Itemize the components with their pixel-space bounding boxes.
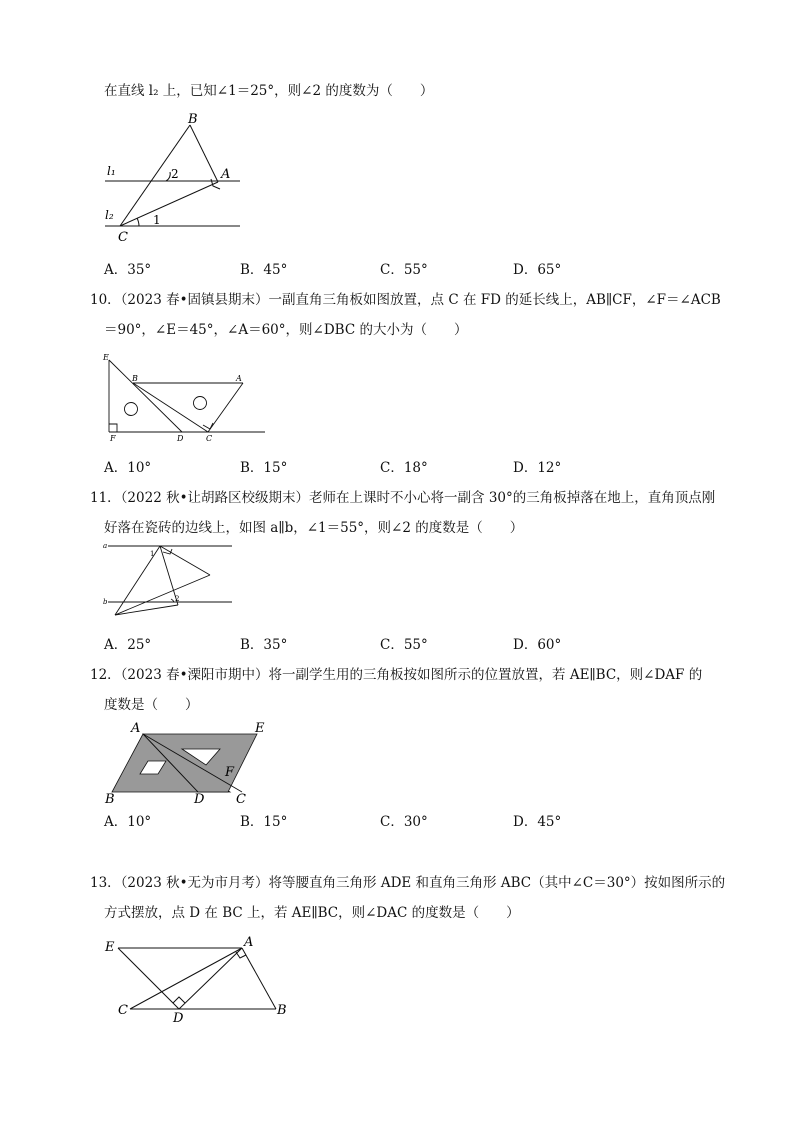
q11-stem-line1: 11．（2022 秋•让胡路区校级期末）老师在上课时不小心将一副含 30°的三角板掉落在地上，直角顶点刚 [90, 490, 716, 506]
q10-options [104, 456, 664, 476]
q9-angle-1-arc [137, 218, 139, 226]
q11-segment-5 [115, 605, 178, 615]
q9-option-d[interactable]: D．65° [513, 262, 562, 278]
q10-label-C: C [206, 434, 213, 443]
q13-stem-line2: 方式摆放，点 D 在 BC 上，若 AE∥BC，则∠DAC 的度数是（ ） [104, 905, 520, 921]
q10-hole-left [125, 403, 138, 416]
q10-stem-line1: 10．（2023 春•固镇县期末）一副直角三角板如图放置，点 C 在 FD 的延长线上，AB∥CF，∠F＝∠ACB [90, 292, 721, 308]
q13-segment-AC [130, 948, 242, 1009]
q9-stem-tail: 在直线 l₂ 上，已知∠1＝25°，则∠2 的度数为（ ） [104, 83, 434, 99]
q12-stem-line2: 度数是（ ） [104, 697, 199, 713]
q12-option-a[interactable]: A．10° [104, 814, 152, 830]
q12-label-B: B [105, 792, 115, 807]
q10-segment-ED [109, 360, 182, 432]
q10-label-F: F [110, 434, 116, 443]
q11-label-b: b [103, 598, 108, 606]
q11-angle-2-arc [171, 599, 174, 602]
q12-stem-line1: 12．（2023 春•溧阳市期中）将一副学生用的三角板按如图所示的位置放置，若 AE∥BC，则∠DAF 的 [90, 667, 703, 683]
q9-label-angle-2: 2 [171, 167, 179, 181]
q9-label-A: A [221, 167, 231, 182]
q10-option-c[interactable]: C．18° [380, 460, 428, 476]
q13-label-E: E [105, 940, 115, 955]
q11-option-c[interactable]: C．55° [380, 637, 428, 653]
q10-option-a[interactable]: A．10° [104, 460, 152, 476]
q10-figure [100, 352, 270, 444]
q10-right-angle-F [109, 424, 117, 432]
q13-stem-line1: 13．（2023 秋•无为市月考）将等腰直角三角形 ADE 和直角三角形 ABC（其中∠C＝30°）按如图所示的 [90, 875, 726, 891]
q10-option-b[interactable]: B．15° [240, 460, 288, 476]
q12-label-D: D [194, 792, 205, 807]
q13-segment-AD [179, 948, 242, 1009]
q12-label-F: F [225, 765, 235, 780]
q12-option-d[interactable]: D．45° [513, 814, 562, 830]
q13-segment-AB [242, 948, 276, 1009]
q9-option-b[interactable]: B．45° [240, 262, 288, 278]
q10-option-d[interactable]: D．12° [513, 460, 562, 476]
q12-figure [100, 717, 270, 809]
q13-label-D: D [173, 1011, 184, 1026]
q9-label-l1: l₁ [107, 164, 116, 178]
q10-hole-right [194, 397, 207, 410]
q10-segment-AC [208, 383, 243, 432]
q11-option-b[interactable]: B．35° [240, 637, 288, 653]
q12-option-c[interactable]: C．30° [380, 814, 428, 830]
q13-label-C: C [118, 1003, 128, 1018]
q11-stem-line2: 好落在瓷砖的边线上，如图 a∥b，∠1＝55°，则∠2 的度数是（ ） [104, 520, 524, 536]
q10-label-D: D [177, 434, 184, 443]
q12-options [104, 810, 664, 830]
q11-right-angle-mark [163, 549, 172, 554]
q11-label-angle-1: 1 [150, 550, 155, 558]
q13-label-B: B [277, 1003, 287, 1018]
q11-option-a[interactable]: A．25° [104, 637, 152, 653]
q12-label-C: C [236, 792, 246, 807]
q13-right-angle-D [173, 997, 185, 1003]
q9-label-angle-1: 1 [153, 213, 161, 227]
q11-option-d[interactable]: D．60° [513, 637, 562, 653]
q10-label-A: A [236, 374, 242, 383]
q9-label-l2: l₂ [105, 208, 114, 222]
q10-label-B: B [132, 374, 138, 383]
q9-segment-BA [190, 125, 218, 182]
q10-segment-BC [133, 383, 208, 432]
q9-label-C: C [118, 230, 128, 245]
q9-option-c[interactable]: C．55° [380, 262, 428, 278]
q9-figure [100, 112, 250, 247]
q12-label-A: A [131, 721, 141, 736]
q9-options [104, 258, 664, 278]
q13-figure [100, 932, 300, 1027]
q9-label-B: B [188, 112, 198, 127]
q9-option-a[interactable]: A．35° [104, 262, 152, 278]
q10-label-E: E [103, 353, 109, 362]
q12-option-b[interactable]: B．15° [240, 814, 288, 830]
q11-label-angle-2: 2 [175, 595, 180, 603]
q11-label-a: a [103, 542, 108, 550]
q13-label-A: A [244, 935, 254, 950]
q9-angle-2-arc [166, 172, 170, 181]
q10-stem-line2: ＝90°，∠E＝45°，∠A＝60°，则∠DBC 的大小为（ ） [104, 322, 468, 338]
q13-segment-ED [118, 948, 179, 1009]
q11-options [104, 633, 664, 653]
q11-figure [100, 540, 240, 628]
q10-right-angle-C [203, 423, 213, 429]
q9-segment-CB [120, 125, 190, 226]
q12-label-E: E [255, 721, 265, 736]
q11-segment-2 [115, 575, 210, 615]
